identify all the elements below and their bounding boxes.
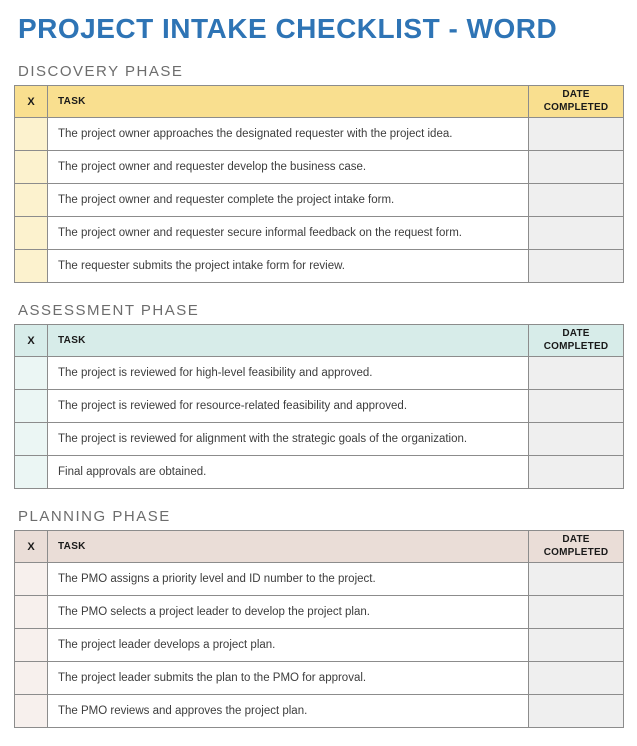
checkbox-cell[interactable] (15, 423, 48, 456)
date-completed-cell[interactable] (529, 456, 624, 489)
task-description: The project is reviewed for alignment with the strategic goals of the organization. (48, 423, 529, 456)
date-completed-column-header: DATE COMPLETED (529, 531, 624, 563)
task-description: The project owner approaches the designated requester with the project idea. (48, 118, 529, 151)
task-description: The PMO assigns a priority level and ID number to the project. (48, 563, 529, 596)
task-description: The project leader submits the plan to the PMO for approval. (48, 662, 529, 695)
checkbox-cell[interactable] (15, 629, 48, 662)
checkbox-cell[interactable] (15, 184, 48, 217)
checkbox-cell[interactable] (15, 250, 48, 283)
task-column-header: TASK (48, 531, 529, 563)
date-completed-cell[interactable] (529, 217, 624, 250)
task-description: The project owner and requester develop the business case. (48, 151, 529, 184)
task-description: Final approvals are obtained. (48, 456, 529, 489)
task-description: The PMO reviews and approves the project plan. (48, 695, 529, 728)
task-description: The PMO selects a project leader to develop the project plan. (48, 596, 529, 629)
checkbox-cell[interactable] (15, 357, 48, 390)
task-row (15, 629, 624, 662)
checkbox-cell[interactable] (15, 596, 48, 629)
checkbox-cell[interactable] (15, 695, 48, 728)
date-completed-cell[interactable] (529, 662, 624, 695)
date-completed-cell[interactable] (529, 695, 624, 728)
task-row (15, 151, 624, 184)
date-completed-cell[interactable] (529, 184, 624, 217)
task-row (15, 662, 624, 695)
date-completed-column-header: DATE COMPLETED (529, 86, 624, 118)
task-row (15, 250, 624, 283)
task-row (15, 563, 624, 596)
task-row (15, 217, 624, 250)
checkbox-cell[interactable] (15, 456, 48, 489)
checkbox-cell[interactable] (15, 563, 48, 596)
date-completed-cell[interactable] (529, 250, 624, 283)
checkbox-cell[interactable] (15, 390, 48, 423)
phase-sections (14, 63, 623, 728)
task-row (15, 118, 624, 151)
checklist-table-planning-phase (14, 530, 624, 728)
check-column-header: X (15, 86, 48, 118)
task-description: The requester submits the project intake form for review. (48, 250, 529, 283)
checkbox-cell[interactable] (15, 662, 48, 695)
checklist-table-discovery-phase (14, 85, 624, 283)
task-row (15, 456, 624, 489)
date-completed-column-header: DATE COMPLETED (529, 325, 624, 357)
task-description: The project is reviewed for high-level feasibility and approved. (48, 357, 529, 390)
task-description: The project leader develops a project plan. (48, 629, 529, 662)
task-row (15, 184, 624, 217)
section-heading-planning-phase: PLANNING PHASE (18, 508, 171, 525)
check-column-header: X (15, 325, 48, 357)
checkbox-cell[interactable] (15, 217, 48, 250)
date-completed-cell[interactable] (529, 596, 624, 629)
task-column-header: TASK (48, 325, 529, 357)
date-completed-cell[interactable] (529, 118, 624, 151)
task-row (15, 390, 624, 423)
document-title: PROJECT INTAKE CHECKLIST - WORD (18, 13, 558, 44)
task-description: The project owner and requester secure informal feedback on the request form. (48, 217, 529, 250)
date-completed-cell[interactable] (529, 390, 624, 423)
task-row (15, 423, 624, 456)
task-description: The project is reviewed for resource-related feasibility and approved. (48, 390, 529, 423)
task-row (15, 695, 624, 728)
section-heading-discovery-phase: DISCOVERY PHASE (18, 63, 184, 80)
check-column-header: X (15, 531, 48, 563)
task-column-header: TASK (48, 86, 529, 118)
date-completed-cell[interactable] (529, 357, 624, 390)
task-row (15, 596, 624, 629)
date-completed-cell[interactable] (529, 563, 624, 596)
date-completed-cell[interactable] (529, 629, 624, 662)
section-heading-assessment-phase: ASSESSMENT PHASE (18, 302, 200, 319)
task-description: The project owner and requester complete the project intake form. (48, 184, 529, 217)
checkbox-cell[interactable] (15, 118, 48, 151)
date-completed-cell[interactable] (529, 423, 624, 456)
checklist-table-assessment-phase (14, 324, 624, 489)
checkbox-cell[interactable] (15, 151, 48, 184)
task-row (15, 357, 624, 390)
date-completed-cell[interactable] (529, 151, 624, 184)
